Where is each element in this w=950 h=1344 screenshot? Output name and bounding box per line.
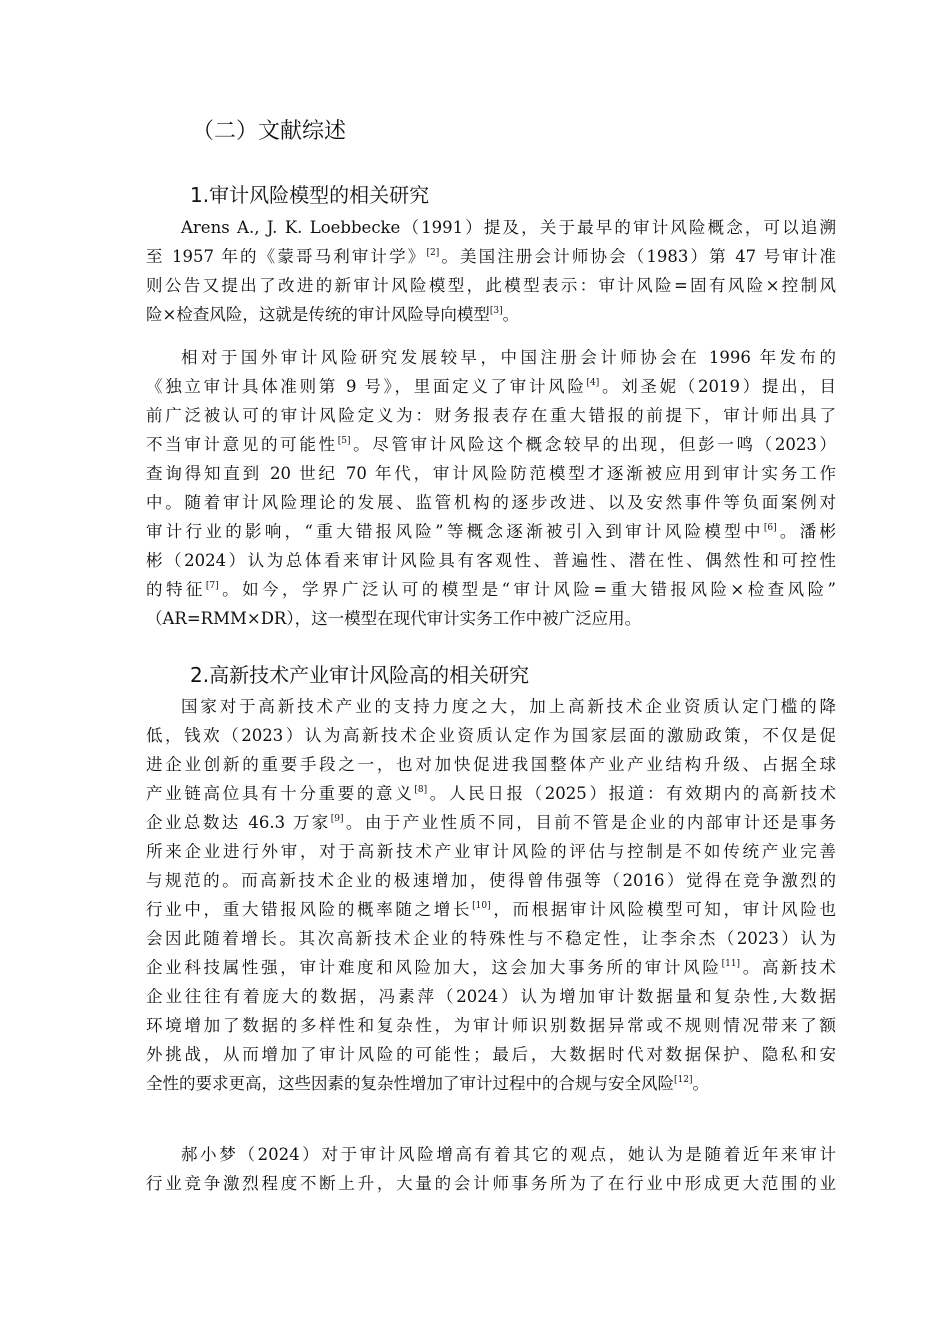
p1-line-2: 至 1957 年的《蒙哥马利审计学》[2]。美国注册会计师协会（1983）第 47 号审计准: [146, 247, 836, 266]
p2-line-6: 中。随着审计风险理论的发展、监管机构的逐步改进、以及安然事件等负面案例对: [146, 493, 836, 512]
citation-2: [2]: [426, 248, 440, 258]
section-title: （二）文献综述: [192, 119, 347, 144]
p2-line-5: 查询得知直到 20 世纪 70 年代，审计风险防范模型才逐渐被应用到审计实务工作: [146, 464, 836, 483]
p4-line-2: 行业竞争激烈程度不断上升，大量的会计师事务所为了在行业中形成更大范围的业: [146, 1174, 836, 1193]
citation-8: [8]: [414, 785, 428, 795]
subheading-high-tech-audit-risk: 2.高新技术产业审计风险高的相关研究: [190, 663, 530, 687]
p3-line-2: 低，钱欢（2023）认为高新技术企业资质认定作为国家层面的激励政策，不仅是促: [146, 726, 836, 745]
p2-line-2: 《独立审计具体准则第 9 号》，里面定义了审计风险[4]。刘圣妮（2019）提出，目: [146, 377, 836, 396]
paragraph-3: [146, 692, 836, 1098]
p1-line-1: Arens A., J. K. Loebbecke（1991）提及，关于最早的审计风险概念，可以追溯: [181, 218, 836, 237]
paragraph-2: [146, 343, 836, 633]
citation-11: [11]: [721, 959, 741, 969]
citation-5: [5]: [337, 436, 351, 446]
p3-line-1: 国家对于高新技术产业的支持力度之大，加上高新技术企业资质认定门槛的降: [181, 697, 836, 716]
p4-line-1: 郝小梦（2024）对于审计风险增高有着其它的观点，她认为是随着近年来审计: [181, 1145, 836, 1164]
citation-9: [9]: [330, 814, 344, 824]
p2-line-7: 审计行业的影响，“重大错报风险”等概念逐渐被引入到审计风险模型中[6]。潘彬: [146, 522, 837, 541]
paragraph-4: [146, 1140, 836, 1198]
p3-line-5: 企业总数达 46.3 万家[9]。由于产业性质不同，目前不管是企业的内部审计还是事务: [146, 813, 836, 832]
p3-line-12: 环境增加了数据的多样性和复杂性，为审计师识别数据异常或不规则情况带来了额: [146, 1016, 836, 1035]
p2-line-10: （AR=RMM×DR），这一模型在现代审计实务工作中被广泛应用。: [146, 609, 642, 628]
p3-line-7: 与规范的。而高新技术企业的极速增加，使得曾伟强等（2016）觉得在竞争激烈的: [146, 871, 836, 890]
p2-line-3: 前广泛被认可的审计风险定义为：财务报表存在重大错报的前提下，审计师出具了: [146, 406, 836, 425]
p2-line-1: 相对于国外审计风险研究发展较早，中国注册会计师协会在 1996 年发布的: [181, 348, 836, 367]
citation-10: [10]: [472, 901, 491, 911]
citation-12: [12]: [674, 1075, 693, 1085]
subheading-audit-risk-model: 1.审计风险模型的相关研究: [190, 183, 430, 207]
p3-line-14: 全性的要求更高，这些因素的复杂性增加了审计过程中的合规与安全风险[12]。: [146, 1074, 709, 1093]
citation-6: [6]: [763, 523, 777, 533]
p2-line-9: 的特征[7]。如今，学界广泛认可的模型是“审计风险=重大错报风险×检查风险”: [146, 580, 836, 599]
citation-7: [7]: [205, 581, 219, 591]
p1-line-4: 险×检查风险，这就是传统的审计风险导向模型[3]。: [146, 305, 520, 324]
paragraph-1: [146, 213, 836, 329]
p3-line-11: 企业往往有着庞大的数据，冯素萍（2024）认为增加审计数据量和复杂性,大数据: [146, 987, 836, 1006]
p3-line-10: 企业科技属性强，审计难度和风险加大，这会加大事务所的审计风险[11]。高新技术: [146, 958, 837, 977]
p2-line-4: 不当审计意见的可能性[5]。尽管审计风险这个概念较早的出现，但彭一鸣（2023）: [146, 435, 837, 454]
citation-3: [3]: [489, 306, 503, 316]
p2-line-8: 彬（2024）认为总体看来审计风险具有客观性、普遍性、潜在性、偶然性和可控性: [146, 551, 836, 570]
p1-line-3: 则公告又提出了改进的新审计风险模型，此模型表示：审计风险=固有风险×控制风: [146, 276, 836, 295]
p3-line-3: 进企业创新的重要手段之一，也对加快促进我国整体产业产业结构升级、占据全球: [146, 755, 836, 774]
p3-line-13: 外挑战，从而增加了审计风险的可能性；最后，大数据时代对数据保护、隐私和安: [146, 1045, 836, 1064]
p3-line-9: 会因此随着增长。其次高新技术企业的特殊性与不稳定性，让李余杰（2023）认为: [146, 929, 836, 948]
citation-4: [4]: [586, 378, 600, 388]
p3-line-8: 行业中，重大错报风险的概率随之增长[10]，而根据审计风险模型可知，审计风险也: [146, 900, 837, 919]
p3-line-4: 产业链高位具有十分重要的意义[8]。人民日报（2025）报道：有效期内的高新技术: [146, 784, 836, 803]
p3-line-6: 所来企业进行外审，对于高新技术产业审计风险的评估与控制是不如传统产业完善: [146, 842, 836, 861]
